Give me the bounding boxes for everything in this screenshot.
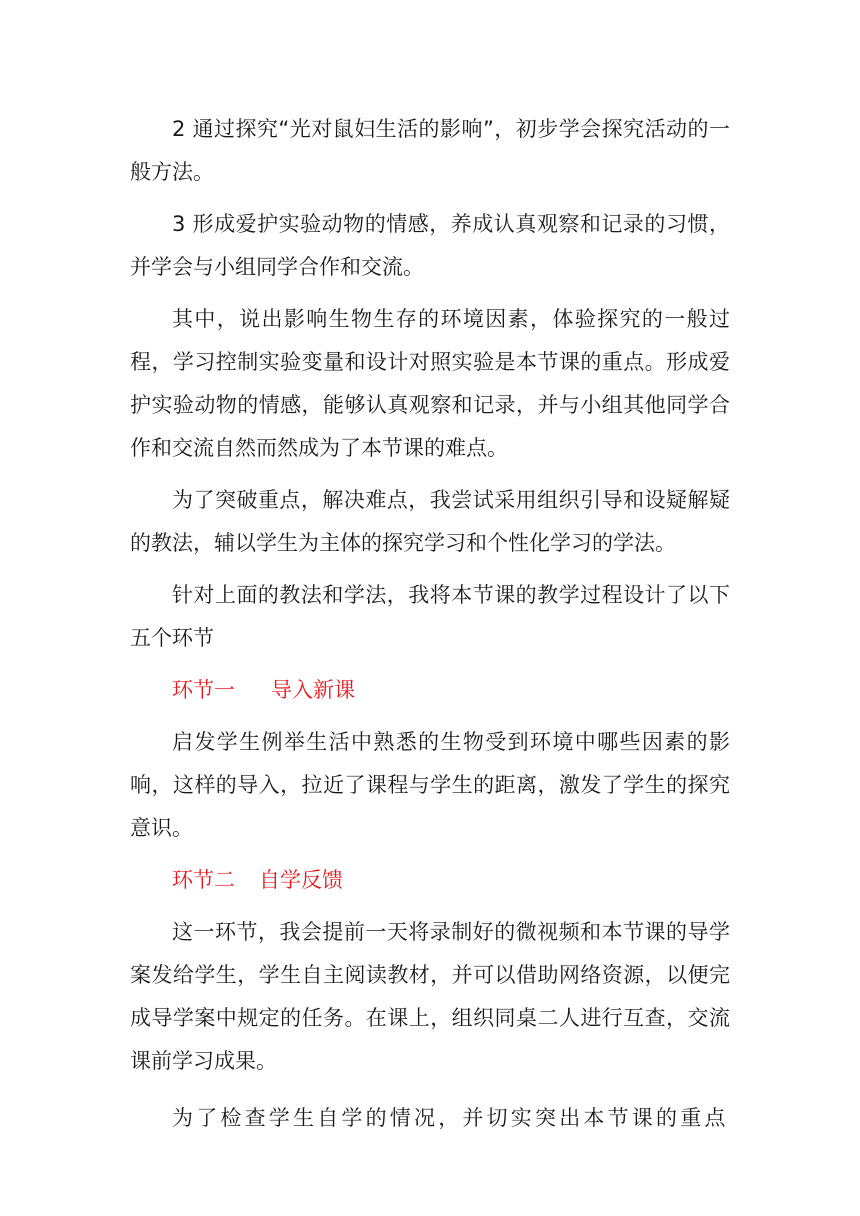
section-heading-2-label: 环节二 bbox=[172, 868, 235, 892]
section-heading-2-title: 自学反馈 bbox=[259, 868, 343, 892]
paragraph-section-2: 这一环节，我会提前一天将录制好的微视频和本节课的导学案发给学生，学生自主阅读教材，并可以借助网络资源，以便完成导学案中规定的任务。在课上，组织同桌二人进行互查，交流课前学习成果。 bbox=[130, 920, 730, 1073]
paragraph-process-intro: 针对上面的教法和学法，我将本节课的教学过程设计了以下五个环节 bbox=[130, 583, 730, 650]
section-heading-1-label: 环节一 bbox=[172, 678, 235, 702]
paragraph-objective-2: 2 通过探究“光对鼠妇生活的影响”，初步学会探究活动的一般方法。 bbox=[130, 117, 730, 184]
document-body bbox=[130, 108, 730, 1149]
section-heading-2 bbox=[130, 859, 730, 902]
section-heading-1 bbox=[130, 669, 730, 712]
paragraph-key-points: 其中，说出影响生物生存的环境因素，体验探究的一般过程，学习控制实验变量和设计对照实验是本节课的重点。形成爱护实验动物的情感，能够认真观察和记录，并与小组其他同学合作和交流自然而然成为了本节课的难点。 bbox=[130, 307, 730, 460]
paragraph-teaching-method: 为了突破重点，解决难点，我尝试采用组织引导和设疑解疑的教法，辅以学生为主体的探究学习和个性化学习的学法。 bbox=[130, 488, 730, 555]
paragraph-section-1: 启发学生例举生活中熟悉的生物受到环境中哪些因素的影响，这样的导入，拉近了课程与学生的距离，激发了学生的探究意识。 bbox=[130, 730, 730, 840]
section-heading-1-title: 导入新课 bbox=[271, 678, 355, 702]
paragraph-last: 为了检查学生自学的情况，并切实突出本节课的重点 bbox=[172, 1106, 729, 1130]
paragraph-objective-3: 3 形成爱护实验动物的情感，养成认真观察和记录的习惯，并学会与小组同学合作和交流。 bbox=[130, 212, 730, 279]
